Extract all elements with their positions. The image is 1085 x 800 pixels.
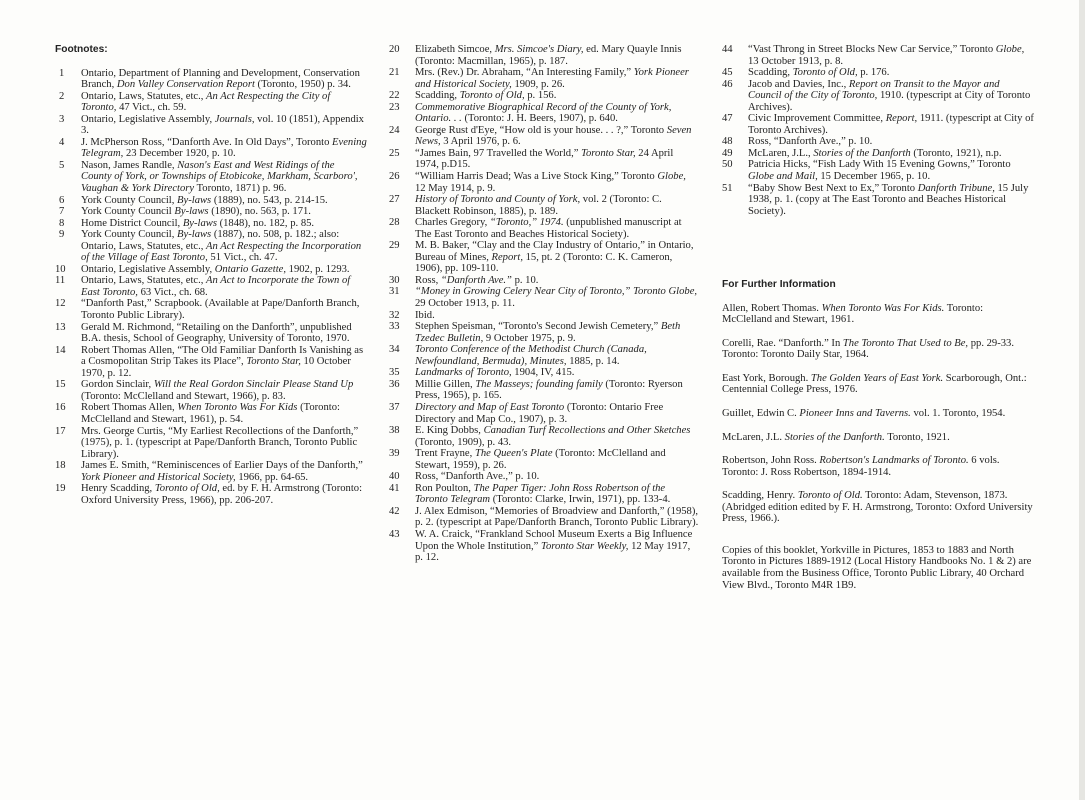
- footnote-item: [389, 125, 699, 148]
- footnote-number: 45: [722, 67, 733, 79]
- footnote-text: George Rust d'Eye, “How old is your house. . . ?,” Toronto Seven News, 3 April 1976, p. 6.: [415, 124, 692, 148]
- footnote-text: Henry Scadding, Toronto of Old, ed. by F. H. Armstrong (Toronto: Oxford University Press, 1966), pp. 206-207.: [81, 483, 363, 506]
- footnote-item: [389, 402, 699, 425]
- footnote-item: [55, 426, 367, 461]
- footnote-text: Robert Thomas Allen, When Toronto Was For Kids (Toronto: McClelland and Stewart, 1961), p. 54.: [81, 402, 340, 425]
- footnote-text: York County Council By-laws (1890), no. 563, p. 171.: [81, 206, 311, 218]
- footnote-item: [55, 483, 367, 506]
- footnote-text: Gerald M. Richmond, “Retailing on the Danforth”, unpublished B.A. thesis, School of Geography, University of Toronto, 1970.: [81, 321, 352, 345]
- footnote-text: W. A. Craick, “Frankland School Museum Exerts a Big Influence Upon the Whole Institution,” Toronto Star Weekly, 12 May 1917, p. 12.: [415, 528, 693, 564]
- footnote-number: 46: [722, 78, 733, 90]
- footnote-number: 41: [389, 482, 400, 494]
- footnote-number: 28: [389, 217, 400, 229]
- footnote-item: [389, 367, 699, 379]
- footnote-text: Robert Thomas Allen, “The Old Familiar Danforth Is Vanishing as a Cosmopolitan Strip Takes its Place”, Toronto Star, 10 October 1970, p. 12.: [81, 344, 364, 379]
- footnote-item: [55, 345, 367, 380]
- footnote-text: York County Council, By-laws (1887), no. 508, p. 182.; also: Ontario, Laws, Statutes, etc., An Act Respecting the Incorporation of the Village of East Toronto, 51 Vict., ch. 47.: [81, 229, 362, 264]
- footnote-text: Ross, “Danforth Ave.” p. 10.: [415, 274, 539, 286]
- footnote-item: [722, 113, 1034, 136]
- footnote-number: 13: [55, 321, 66, 333]
- footnote-number: 51: [722, 182, 733, 194]
- footnote-number: 14: [55, 344, 66, 356]
- footnote-number: 25: [389, 147, 400, 159]
- footnote-number: 4: [59, 136, 65, 148]
- footnote-number: 34: [389, 344, 400, 356]
- footnote-number: 10: [55, 263, 66, 275]
- footnote-text: Ontario, Laws, Statutes, etc., An Act to Incorporate the Town of East Toronto, 63 Vict., ch. 68.: [81, 275, 351, 298]
- footnote-item: [55, 460, 367, 483]
- footnote-item: [55, 298, 367, 321]
- footnote-number: 21: [389, 67, 400, 79]
- footnote-item: [389, 240, 699, 275]
- footnote-item: [722, 79, 1034, 114]
- footnote-text: History of Toronto and County of York, vol. 2 (Toronto: C. Blackett Robinson, 1885), p. 189.: [415, 194, 662, 217]
- footnote-item: [389, 425, 699, 448]
- footnote-text: “Vast Throng in Street Blocks New Car Service,” Toronto Globe, 13 October 1913, p. 8.: [748, 44, 1025, 67]
- footnote-item: [389, 448, 699, 471]
- footnote-number: 31: [389, 286, 400, 298]
- footnote-text: James E. Smith, “Reminiscences of Earlier Days of the Danforth,” York Pioneer and Historical Society, 1966, pp. 64-65.: [81, 460, 363, 483]
- footnote-number: 1: [59, 67, 65, 79]
- footnote-list-part-2: [389, 44, 699, 564]
- footnote-item: [55, 160, 367, 195]
- footnotes-column-3: [722, 44, 1034, 591]
- footnote-item: [55, 264, 367, 276]
- footnote-item: [55, 68, 367, 91]
- footnote-number: 32: [389, 309, 400, 321]
- footnote-text: York County Council, By-laws (1889), no. 543, p. 214-15.: [81, 194, 328, 206]
- footnote-list-part-3: [722, 44, 1034, 217]
- footnote-number: 38: [389, 425, 400, 437]
- footnote-text: Trent Frayne, The Queen's Plate (Toronto: McClelland and Stewart, 1959), p. 26.: [415, 448, 666, 471]
- footnote-text: J. Alex Edmison, “Memories of Broadview and Danforth,” (1958), p. 2. (typescript at Pape/Danforth Branch, Toronto Public Library).: [415, 505, 699, 529]
- footnote-item: [389, 217, 699, 240]
- footnote-number: 35: [389, 367, 400, 379]
- footnote-text: Commemorative Biographical Record of the County of York, Ontario. . . (Toronto: J. H. Beers, 1907), p. 640.: [415, 101, 672, 125]
- footnote-number: 16: [55, 402, 66, 414]
- page-edge: [1079, 0, 1085, 800]
- footnote-number: 12: [55, 298, 66, 310]
- footnote-number: 15: [55, 379, 66, 391]
- footnote-item: [389, 102, 699, 125]
- footnote-number: 18: [55, 460, 66, 472]
- footnote-number: 36: [389, 378, 400, 390]
- footnote-text: Toronto Conference of the Methodist Church (Canada, Newfoundland, Bermuda), Minutes, 1885, p. 14.: [415, 344, 647, 367]
- footnote-item: [389, 321, 699, 344]
- footnote-number: 6: [59, 194, 65, 206]
- footnote-number: 5: [59, 159, 65, 171]
- footnote-item: [55, 322, 367, 345]
- footnote-text: E. King Dobbs, Canadian Turf Recollections and Other Sketches (Toronto, 1909), p. 43.: [415, 425, 691, 448]
- footnote-text: Ontario, Legislative Assembly, Ontario Gazette, 1902, p. 1293.: [81, 263, 350, 275]
- footnote-item: [722, 183, 1034, 218]
- further-information-heading: For Further Information: [722, 279, 836, 291]
- footnotes-heading: Footnotes:: [55, 44, 108, 55]
- footnote-text: Charles Gregory, “Toronto,” 1974. (unpublished manuscript at The East Toronto and Beaches Historical Society).: [415, 217, 682, 240]
- footnote-number: 11: [55, 275, 66, 287]
- footnote-number: 30: [389, 274, 400, 286]
- footnote-item: [55, 206, 367, 218]
- footnote-item: [389, 275, 699, 287]
- footnote-number: 9: [59, 229, 65, 241]
- footnote-item: [389, 310, 699, 322]
- footnote-text: Ontario, Laws, Statutes, etc., An Act Respecting the City of Toronto, 47 Vict., ch. 59.: [81, 90, 331, 114]
- footnote-text: Jacob and Davies, Inc., Report on Transit to the Mayor and Council of the City of Toronto, 1910. (typescript at City of Toronto Archives).: [748, 78, 1031, 113]
- footnote-text: Ontario, Legislative Assembly, Journals, vol. 10 (1851), Appendix 3.: [81, 113, 364, 137]
- footnote-text: Ibid.: [415, 309, 435, 321]
- footnote-item: [389, 471, 699, 483]
- footnote-item: [55, 114, 367, 137]
- reference-item: East York, Borough. The Golden Years of East York. Scarborough, Ont.: Centennial College Press, 1976.: [722, 372, 1027, 396]
- footnote-item: [389, 529, 699, 564]
- footnote-item: [389, 379, 699, 402]
- footnote-number: 37: [389, 401, 400, 413]
- footnote-text: Ron Poulton, The Paper Tiger: John Ross Robertson of the Toronto Telegram (Toronto: Clarke, Irwin, 1971), pp. 133-4.: [415, 482, 671, 506]
- footnote-number: 33: [389, 321, 400, 333]
- footnote-number: 8: [59, 217, 65, 229]
- footnote-text: “James Bain, 97 Travelled the World,” Toronto Star, 24 April 1974, p.D15.: [415, 147, 674, 171]
- footnote-item: [722, 44, 1034, 67]
- reference-item: Scadding, Henry. Toronto of Old. Toronto: Adam, Stevenson, 1873. (Abridged edition edited by F. H. Armstrong, Toronto: Oxford University Press, 1966.).: [722, 490, 1033, 525]
- footnote-number: 22: [389, 90, 400, 102]
- footnote-item: [55, 195, 367, 207]
- footnote-item: [389, 286, 699, 309]
- footnote-text: Mrs. George Curtis, “My Earliest Recollections of the Danforth,” (1975), p. 1. (typescript at Pape/Danforth Branch, Toronto Public Library).: [81, 425, 359, 460]
- footnote-item: [389, 344, 699, 367]
- footnote-item: [389, 194, 699, 217]
- footnote-number: 2: [59, 90, 65, 102]
- footnote-text: Ross, “Danforth Ave.,” p. 10.: [748, 136, 873, 148]
- footnote-number: 29: [389, 240, 400, 252]
- footnote-text: J. McPherson Ross, “Danforth Ave. In Old Days”, Toronto Evening Telegram, 23 December 1920, p. 10.: [81, 136, 367, 160]
- footnote-number: 42: [389, 505, 400, 517]
- footnote-number: 23: [389, 101, 400, 113]
- footnote-item: [55, 137, 367, 160]
- footnote-text: Ross, “Danforth Ave.,” p. 10.: [415, 471, 540, 483]
- footnote-text: “Danforth Past,” Scrapbook. (Available at Pape/Danforth Branch, Toronto Public Library).: [81, 298, 360, 322]
- footnote-item: [389, 67, 699, 90]
- reference-item: McLaren, J.L. Stories of the Danforth. Toronto, 1921.: [722, 431, 950, 443]
- footnote-number: 26: [389, 171, 400, 183]
- footnote-text: Ontario, Department of Planning and Development, Conservation Branch, Don Valley Conservation Report (Toronto, 1950) p. 34.: [81, 67, 360, 91]
- reference-item: Robertson, John Ross. Robertson's Landmarks of Toronto. 6 vols. Toronto: J. Ross Robertson, 1894-1914.: [722, 455, 1000, 478]
- footnote-text: “William Harris Dead; Was a Live Stock King,” Toronto Globe, 12 May 1914, p. 9.: [415, 171, 686, 194]
- footnote-item: [389, 171, 699, 194]
- footnote-text: Stephen Speisman, “Toronto's Second Jewish Cemetery,” Beth Tzedec Bulletin, 9 October 1975, p. 9.: [415, 321, 681, 344]
- footnote-list-part-1: [55, 68, 367, 507]
- footnote-item: [389, 483, 699, 506]
- reference-item: Allen, Robert Thomas. When Toronto Was For Kids. Toronto: McClelland and Stewart, 1961.: [722, 302, 984, 326]
- footnote-item: [389, 90, 699, 102]
- footnote-item: [389, 506, 699, 529]
- footnote-text: Millie Gillen, The Masseys; founding family (Toronto: Ryerson Press, 1965), p. 165.: [415, 378, 683, 402]
- footnote-number: 27: [389, 194, 400, 206]
- footnote-item: [55, 275, 367, 298]
- footnote-number: 17: [55, 425, 66, 437]
- footnote-item: [722, 159, 1034, 182]
- footnote-text: Elizabeth Simcoe, Mrs. Simcoe's Diary, ed. Mary Quayle Innis (Toronto: Macmillan, 1965), p. 187.: [415, 44, 682, 67]
- footnote-text: Patricia Hicks, “Fish Lady With 15 Evening Gowns,” Toronto Globe and Mail, 15 December 1965, p. 10.: [748, 159, 1011, 183]
- footnote-text: “Money in Growing Celery Near City of Toronto,” Toronto Globe, 29 October 1913, p. 11.: [415, 286, 698, 310]
- footnote-item: [722, 148, 1034, 160]
- footnote-item: [55, 91, 367, 114]
- footnote-number: 49: [722, 147, 733, 159]
- footnotes-column-2: [389, 44, 699, 564]
- footnote-text: Scadding, Toronto of Old, p. 176.: [748, 67, 890, 79]
- footnote-text: “Baby Show Best Next to Ex,” Toronto Danforth Tribune, 15 July 1938, p. 1. (copy at The East Toronto and Beaches Historical Society).: [748, 182, 1029, 217]
- footnote-item: [55, 379, 367, 402]
- footnote-number: 48: [722, 136, 733, 148]
- further-information-list: [722, 303, 1034, 525]
- footnote-number: 44: [722, 44, 733, 55]
- footnote-text: Mrs. (Rev.) Dr. Abraham, “An Interesting Family,” York Pioneer and Historical Society, 1909, p. 26.: [415, 67, 689, 90]
- footnote-text: Civic Improvement Committee, Report, 1911. (typescript at City of Toronto Archives).: [748, 113, 1034, 136]
- footnotes-column-1: [55, 44, 367, 506]
- footnote-item: [55, 218, 367, 230]
- footnote-text: Home District Council, By-laws (1848), no. 182, p. 85.: [81, 217, 315, 229]
- footnote-number: 40: [389, 471, 400, 483]
- footnote-number: 19: [55, 483, 66, 495]
- footnote-number: 50: [722, 159, 733, 171]
- footnote-text: Directory and Map of East Toronto (Toronto: Ontario Free Directory and Map Co., 1907), p. 3.: [415, 401, 664, 425]
- footnote-number: 47: [722, 113, 733, 125]
- footnote-text: Landmarks of Toronto, 1904, IV, 415.: [415, 367, 575, 379]
- footnote-number: 24: [389, 124, 400, 136]
- footnote-text: Scadding, Toronto of Old, p. 156.: [415, 90, 557, 102]
- footnote-item: [389, 148, 699, 171]
- footnote-number: 20: [389, 44, 400, 55]
- footnote-text: Gordon Sinclair, Will the Real Gordon Sinclair Please Stand Up (Toronto: McClelland and Stewart, 1966), p. 83.: [81, 379, 354, 402]
- footnote-item: [55, 229, 367, 264]
- footnote-item: [722, 67, 1034, 79]
- footnote-number: 43: [389, 528, 400, 540]
- reference-item: Corelli, Rae. “Danforth.” In The Toronto That Used to Be, pp. 29-33. Toronto: Toronto Daily Star, 1964.: [722, 337, 1014, 361]
- footnote-number: 7: [59, 206, 65, 218]
- reference-item: Guillet, Edwin C. Pioneer Inns and Taverns. vol. 1. Toronto, 1954.: [722, 408, 1006, 420]
- footnote-text: McLaren, J.L., Stories of the Danforth (Toronto, 1921), n.p.: [748, 147, 1002, 159]
- footnote-number: 39: [389, 448, 400, 460]
- footnote-text: M. B. Baker, “Clay and the Clay Industry of Ontario,” in Ontario, Bureau of Mines, Report, 15, pt. 2 (Toronto: C. K. Cameron, 1906), pp. 109-110.: [415, 240, 694, 275]
- footnote-item: [389, 44, 699, 67]
- copies-note: Copies of this booklet, Yorkville in Pictures, 1853 to 1883 and North Toronto in Pictures 1889-1912 (Local History Handbooks No. 1 & 2) are available from the Business Office, Toronto Public Library, 40 Orchard View Blvd., Toronto M4R 1B9.: [722, 544, 1032, 591]
- footnote-item: [722, 136, 1034, 148]
- footnote-text: Nason, James Randle, Nason's East and West Ridings of the County of York, or Townships of Etobicoke, Markham, Scarboro', Vaughan & York Directory Toronto, 1871) p. 96.: [81, 159, 358, 195]
- footnote-item: [55, 402, 367, 425]
- footnote-number: 3: [59, 113, 65, 125]
